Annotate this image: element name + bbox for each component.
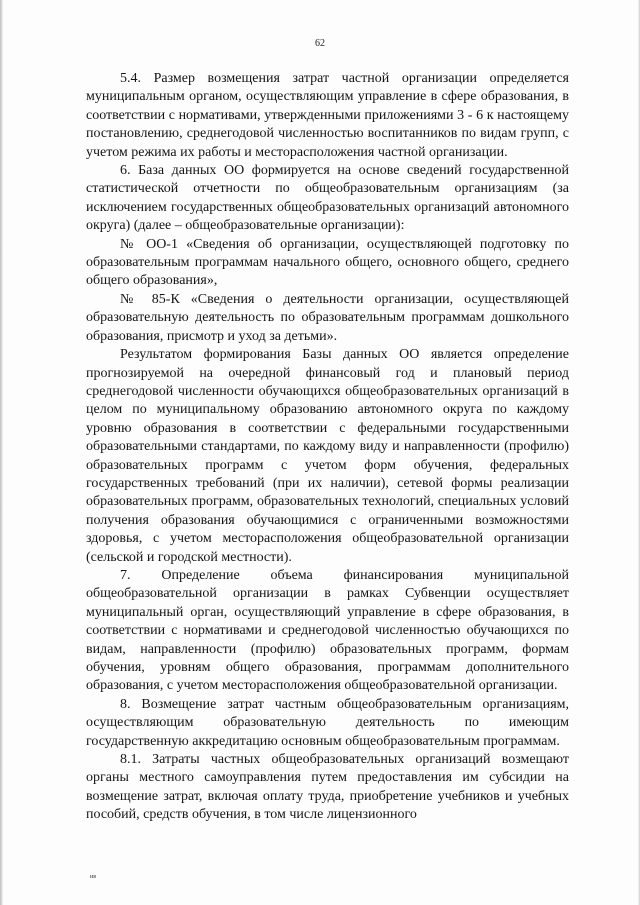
page-left-edge-shadow: [0, 0, 3, 905]
paragraph-form-85-k: № 85-К «Сведения о деятельности организации, осуществляющей образовательную деятельность по образовательным программам дошкольного образования, присмотр и уход за детьми».: [86, 291, 569, 344]
paragraph-8-1: 8.1. Затраты частных общеобразовательных организаций возмещают органы местного самоуправления путем предоставления им субсидии на возмещение затрат, включая оплату труда, приобретение учебников и учебных пособий, средств обучения, в том числе лицензионного: [86, 752, 569, 823]
paragraph-6: 6. База данных ОО формируется на основе сведений государственной статистической отчетности по общеобразовательным организациям (за исключением государственных общеобразовательных организаций автономного округа) (далее – общеобразовательные организации):: [86, 163, 569, 234]
paragraph-7: 7. Определение объема финансирования муниципальной общеобразовательной организации в рамках Субвенции осуществляет муниципальный орган, осуществляющий управление в сфере образования, в соответствии с нормативами и среднегодовой численностью обучающихся по видам, направленности (профилю) образовательных программ, формам обучения, уровням общего образования, программам дополнительного образования, с учетом месторасположения общеобразовательной организации.: [86, 567, 569, 694]
paragraph-8: 8. Возмещение затрат частным общеобразовательным организациям, осуществляющим образовательную деятельность по имеющим государственную аккредитацию основным общеобразовательным программам.: [86, 696, 569, 749]
paragraph-form-oo-1: № ОО-1 «Сведения об организации, осуществляющей подготовку по образовательным программам начального общего, основного общего, среднего общего образования»,: [86, 236, 569, 289]
footer-mark: ив: [90, 874, 97, 880]
paragraph-result: Результатом формирования Базы данных ОО является определение прогнозируемой на очередной финансовый год и плановый период среднегодовой численности обучающихся общеобразовательных организаций в целом по муниципальному образованию автономного округа по каждому уровню образования в соответствии с федеральными государственными образовательными стандартами, по каждому виду и направленности (профилю) образовательных программ с учетом форм обучения, федеральных государственных требований (при их наличии), сетевой формы реализации образовательных программ, образовательных технологий, специальных условий получения образования обучающимися с ограниченными возможностями здоровья, с учетом месторасположения общеобразовательной организации (сельской и городской местности).: [86, 347, 569, 565]
page-number: 62: [315, 38, 325, 49]
paragraph-5-4: 5.4. Размер возмещения затрат частной организации определяется муниципальным органом, осуществляющим управление в сфере образования, в соответствии с нормативами, утвержденными приложениями 3 - 6 к настоящему постановлению, среднегодовой численностью воспитанников по видам групп, с учетом режима их работы и месторасположения частной организации.: [86, 71, 569, 160]
document-body: [86, 70, 569, 825]
